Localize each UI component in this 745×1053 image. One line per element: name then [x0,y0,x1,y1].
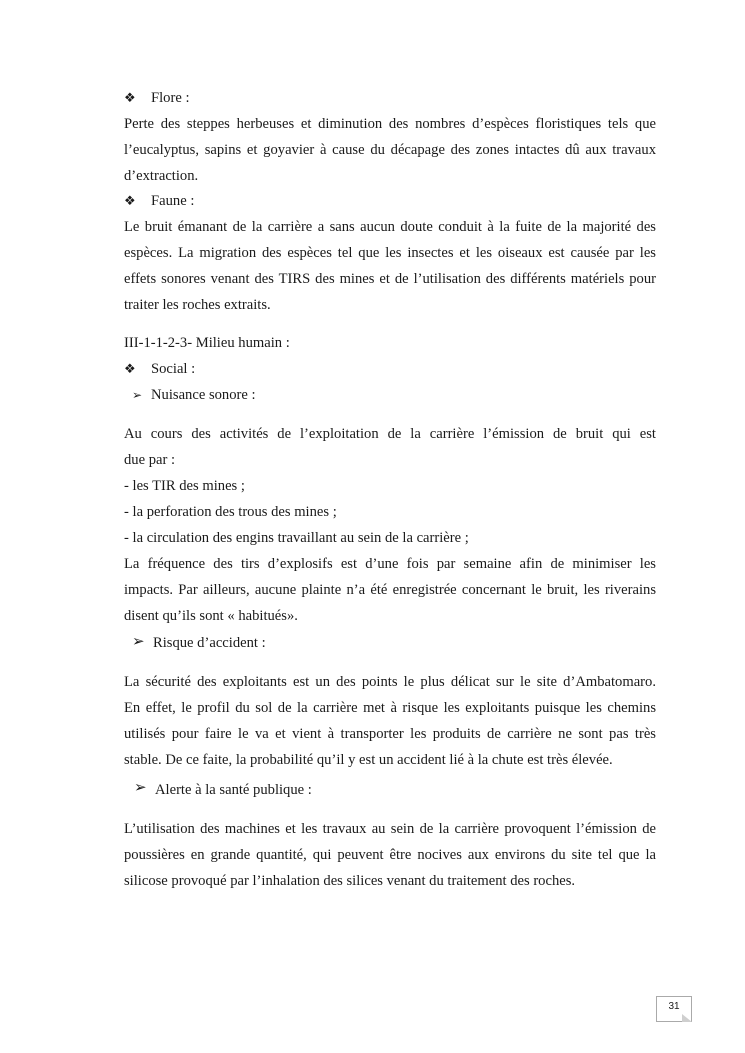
nuisance-line-7: impacts. Par ailleurs, aucune plainte n’a été enregistrée concernant le bruit, les riverains [124,582,656,598]
alerte-line-2: poussières en grande quantité, qui peuvent être nocives aux environs du site tel que la [124,847,656,863]
flore-line-1: Perte des steppes herbeuses et diminution des nombres d’espèces floristiques tels que [124,116,656,132]
risque-line-3: utilisés pour faire le va et vient à transporter les produits de carrière ne sont pas très [124,726,656,742]
faune-line-1: Le bruit émanant de la carrière a sans aucun doute conduit à la fuite de la majorité des [124,219,656,235]
faune-line-3: effets sonores venant des TIRS des mines et de l’utilisation des différents matériels pour [124,271,656,287]
flore-heading: Flore : [151,90,190,106]
diamond-bullet-icon: ❖ [124,90,136,105]
nuisance-heading: Nuisance sonore : [151,387,256,403]
flore-line-2: l’eucalyptus, sapins et goyavier à cause du décapage des zones intactes dû aux travaux [124,142,656,158]
section-heading-milieu-humain: III-1-1-2-3- Milieu humain : [124,335,290,351]
nuisance-line-3: - les TIR des mines ; [124,478,245,494]
diamond-bullet-icon: ❖ [124,193,136,208]
diamond-bullet-icon: ❖ [124,361,136,376]
alerte-line-3: silicose provoqué par l’inhalation des silices venant du traitement des roches. [124,873,576,889]
risque-line-1: La sécurité des exploitants est un des points le plus délicat sur le site d’Ambatomaro. [124,674,656,690]
risque-line-4: stable. De ce faite, la probabilité qu’il y est un accident lié à la chute est très élevée. [124,752,613,768]
faune-line-4: traiter les roches extraits. [124,297,271,313]
alerte-heading: Alerte à la santé publique : [155,782,312,798]
nuisance-line-1: Au cours des activités de l’exploitation de la carrière l’émission de bruit qui est [124,426,656,442]
arrow-bullet-icon: ➢ [132,634,145,650]
faune-heading: Faune : [151,193,195,209]
page-number: 31 [668,1001,680,1012]
page-number-box [656,996,692,1022]
alerte-line-1: L’utilisation des machines et les travaux au sein de la carrière provoquent l’émission de [124,821,656,837]
nuisance-line-8: disent qu’ils sont « habitués». [124,608,298,624]
risque-line-2: En effet, le profil du sol de la carrière met à risque les exploitants puisque les chemins [124,700,656,716]
arrow-bullet-icon: ➢ [132,388,143,402]
nuisance-line-5: - la circulation des engins travaillant au sein de la carrière ; [124,530,469,546]
nuisance-line-6: La fréquence des tirs d’explosifs est d’une fois par semaine afin de minimiser les [124,556,656,572]
nuisance-line-2: due par : [124,452,176,468]
nuisance-line-4: - la perforation des trous des mines ; [124,504,337,520]
faune-line-2: espèces. La migration des espèces tel que les insectes et les oiseaux est causée par les [124,245,656,261]
arrow-bullet-icon: ➢ [134,780,147,796]
risque-heading: Risque d’accident : [153,635,266,651]
page-fold-icon [682,1014,692,1022]
social-heading: Social : [151,361,196,377]
flore-line-3: d’extraction. [124,168,199,184]
